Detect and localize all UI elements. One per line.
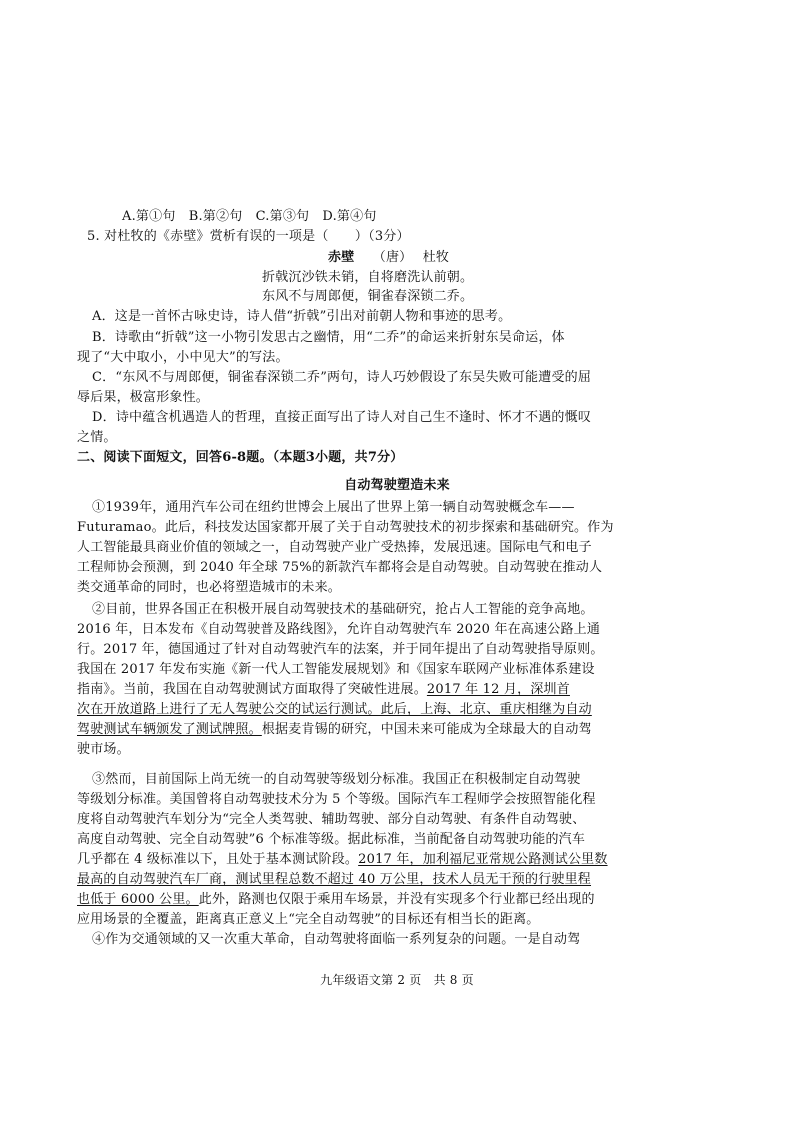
q5-option-c-line1: C．“东风不与周郎便，铜雀春深锁二乔”两句，诗人巧妙假设了东吴失败可能遭受的屈 xyxy=(92,370,592,385)
q5-option-b-line1: B．诗歌由“折戟”这一小物引发思古之幽情，用“二乔”的命运来折射东吴命运，体 xyxy=(92,330,565,345)
para2-line1: ②目前，世界各国正在积极开展自动驾驶技术的基础研究，抢占人工智能的竞争高地。 xyxy=(92,602,594,617)
q5-option-d-line2: 之情。 xyxy=(77,430,117,445)
para3-line5 xyxy=(77,852,608,868)
para3-underlined-end: 也低于 6000 公里。 xyxy=(77,892,199,907)
para3-line1: ③然而，目前国际上尚无统一的自动驾驶等级划分标准。我国正在积极制定自动驾驶 xyxy=(92,772,581,787)
poem-line-1: 折戟沉沙铁未销，自将磨洗认前朝。 xyxy=(262,270,474,285)
para3-line7-text: 此外，路测也仅限于乘用车场景，并没有实现多个行业都已经出现的 xyxy=(198,892,595,907)
para2-line7 xyxy=(77,722,592,738)
para2-line3: 行。2017 年，德国通过了针对自动驾驶汽车的法案，并于同年提出了自动驾驶指导原则。 xyxy=(77,642,604,657)
para4-line1: ④作为交通领域的又一次重大革命，自动驾驶将面临一系列复杂的问题。一是自动驾 xyxy=(92,932,581,947)
para1-line1: ①1939年，通用汽车公司在纽约世博会上展出了世界上第一辆自动驾驶概念车—— xyxy=(92,500,575,515)
q5-stem: 5. 对杜牧的《赤壁》赏析有误的一项是（ ）（3分） xyxy=(87,229,410,244)
para1-line5: 类交通革命的同时，也必将塑造城市的未来。 xyxy=(77,580,342,595)
para2-line5-text: 指南》。当前，我国在自动驾驶测试方面取得了突破性进展。 xyxy=(77,682,427,697)
para3-line3: 度将自动驾驶汽车划分为“完全人类驾驶、辅助驾驶、部分自动驾驶、有条件自动驾驶、 xyxy=(77,812,586,827)
q5-option-d-line1: D．诗中蕴含机遇造人的哲理，直接正面写出了诗人对自己生不逢时、怀才不遇的慨叹 xyxy=(92,410,592,425)
page-footer: 九年级语文第 2 页 共 8 页 xyxy=(320,973,474,987)
q5-option-c-line2: 辱后果，极富形象性。 xyxy=(77,390,210,405)
article-title: 自动驾驶塑造未来 xyxy=(344,478,450,493)
para3-line5-text: 几乎都在 4 级标准以下，且处于基本测试阶段。 xyxy=(77,852,359,867)
para1-line2: Futuramao。此后，科技发达国家都开展了关于自动驾驶技术的初步探索和基础研究。作为 xyxy=(77,520,614,535)
q4-options: A.第①句 B.第②句 C.第③句 D.第④句 xyxy=(122,209,377,224)
para2-line2: 2016 年，日本发布《自动驾驶普及路线图》，允许自动驾驶汽车 2020 年在高速公路上通 xyxy=(77,622,601,637)
section-heading: 二、阅读下面短文，回答6-8题。（本题3小题，共7分） xyxy=(77,450,404,465)
para2-underlined-start: 2017 年 12 月，深圳首 xyxy=(426,682,570,697)
para3-underlined-start: 2017 年，加利福尼亚常规公路测试公里数 xyxy=(358,852,608,867)
para1-line4: 工程师协会预测，到 2040 年全球 75%的新款汽车都将会是自动驾驶。自动驾驶在推动人 xyxy=(77,560,603,575)
poem-line-2: 东风不与周郎便，铜雀春深锁二乔。 xyxy=(262,289,474,304)
para1-line3: 人工智能最具商业价值的领域之一，自动驾驶产业广受热捧，发展迅速。国际电气和电子 xyxy=(77,540,592,555)
poem-title: 赤壁 xyxy=(328,250,355,265)
para2-line4: 我国在 2017 年发布实施《新一代人工智能发展规划》和《国家车联网产业标准体系建设 xyxy=(77,662,595,677)
poem-dynasty: （唐） xyxy=(372,250,413,265)
para2-underlined-end: 驾驶测试车辆颁发了测试牌照。 xyxy=(77,722,262,737)
para2-line6-underlined: 次在开放道路上进行了无人驾驶公交的试运行测试。此后，上海、北京、重庆相继为自动 xyxy=(77,702,592,717)
poem-author: 杜牧 xyxy=(422,250,450,265)
q5-option-b-line2: 现了“大中取小，小中见大”的写法。 xyxy=(77,350,289,365)
para3-line7 xyxy=(77,892,595,908)
q5-option-a: A．这是一首怀古咏史诗，诗人借“折戟”引出对前朝人物和事迹的思考。 xyxy=(92,309,512,324)
para2-line7-text: 根据麦肯锡的研究，中国未来可能成为全球最大的自动驾 xyxy=(261,722,592,737)
para2-line5 xyxy=(77,682,570,698)
poem-heading xyxy=(328,250,449,266)
para3-line4: 高度自动驾驶、完全自动驾驶”6 个标准等级。据此标准，当前配备自动驾驶功能的汽车 xyxy=(77,832,586,847)
para2-line8: 驶市场。 xyxy=(77,742,130,757)
para3-line6-underlined: 最高的自动驾驶汽车厂商，测试里程总数不超过 40 万公里，技术人员无干预的行驶里程 xyxy=(77,872,592,887)
para3-line2: 等级划分标准。美国曾将自动驾驶技术分为 5 个等级。国际汽车工程师学会按照智能化程 xyxy=(77,792,596,807)
para3-line8: 应用场景的全覆盖，距离真正意义上“完全自动驾驶”的目标还有相当长的距离。 xyxy=(77,912,540,927)
